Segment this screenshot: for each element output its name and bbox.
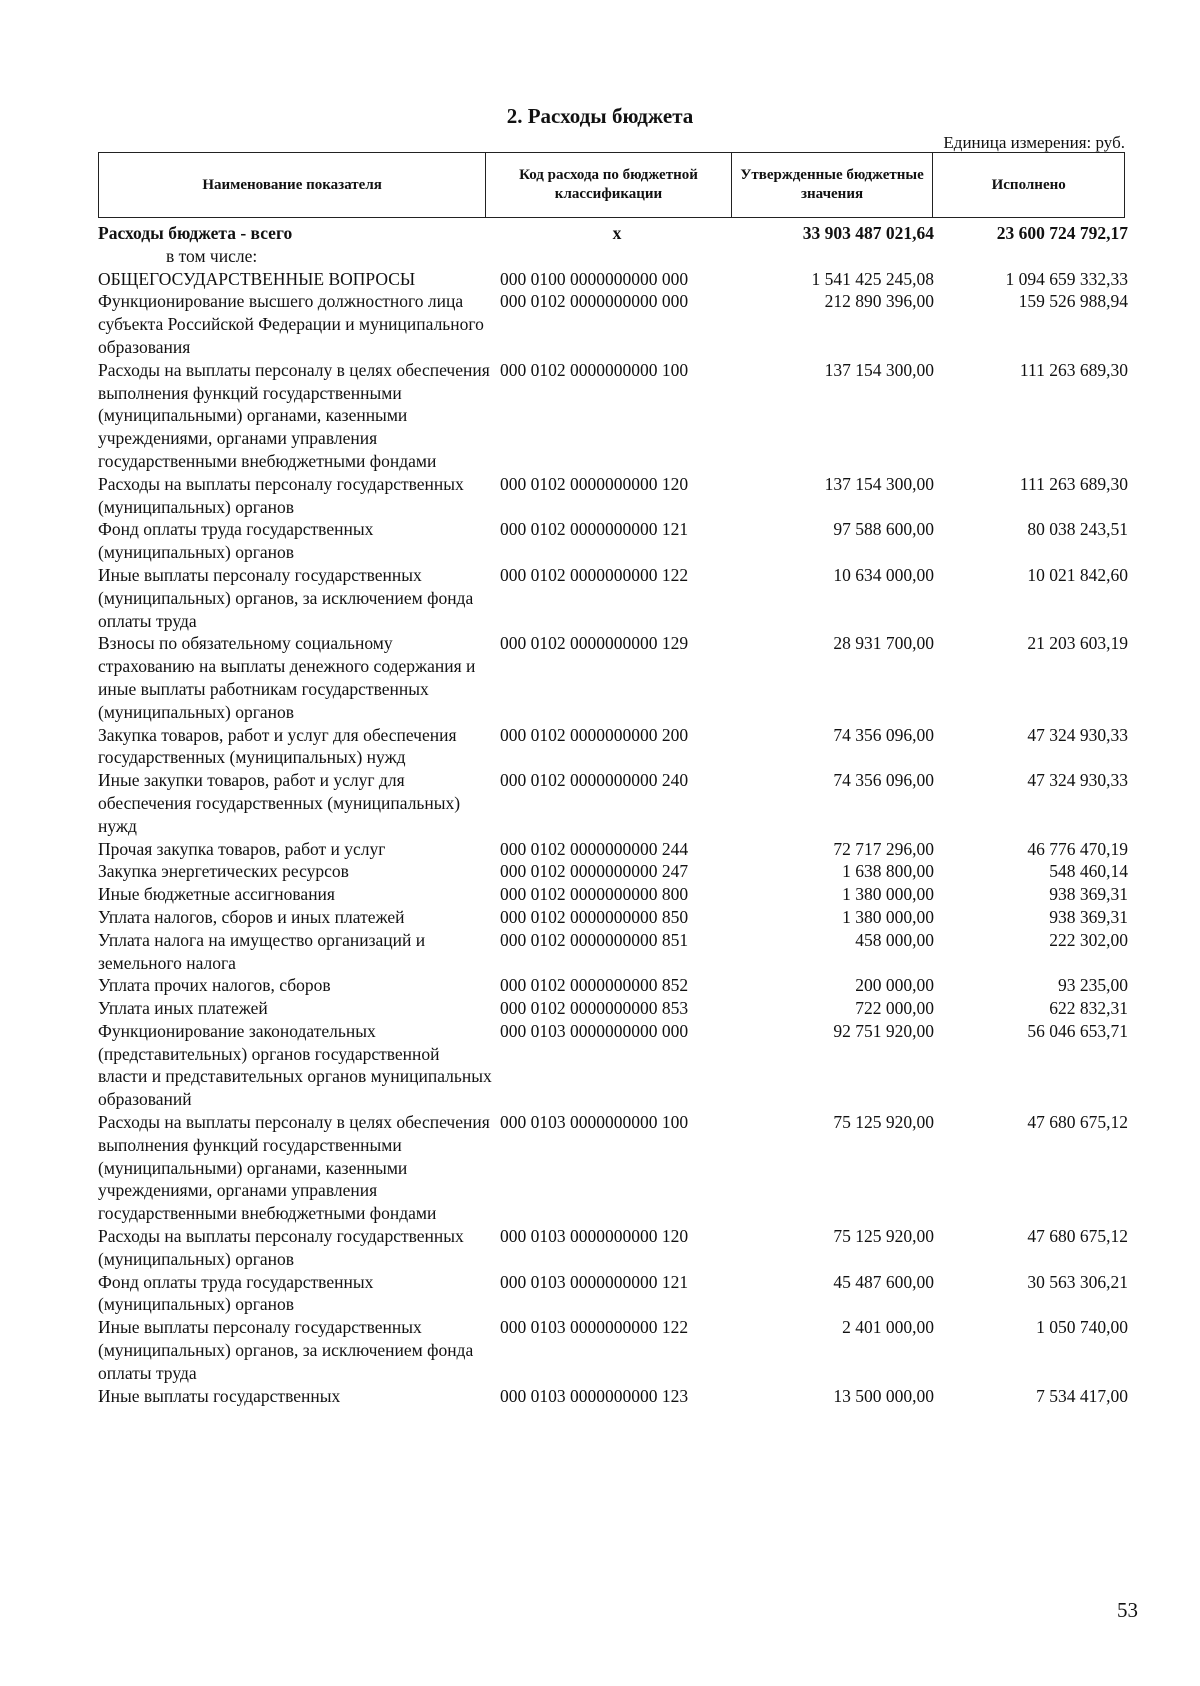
row-approved: 74 356 096,00 <box>833 770 934 791</box>
row-code: 000 0102 0000000000 247 <box>500 861 689 882</box>
row-name: Фонд оплаты труда государственных (муниципальных) органов <box>98 1271 374 1315</box>
row-executed: 7 534 417,00 <box>1036 1385 1128 1406</box>
row-name: Иные бюджетные ассигнования <box>98 884 335 905</box>
row-executed: 1 094 659 332,33 <box>1005 268 1128 289</box>
row-code: 000 0103 0000000000 000 <box>500 1020 689 1041</box>
row-executed: 111 263 689,30 <box>1019 359 1128 380</box>
row-name: Взносы по обязательному социальному страхованию на выплаты денежного содержания и иные выплаты работникам государственных (муниципальных) органов <box>98 633 476 722</box>
row-name: Функционирование высшего должностного лица субъекта Российской Федерации и муниципального образования <box>98 291 484 357</box>
row-executed <box>934 245 1128 268</box>
table-row <box>98 997 1128 1020</box>
row-executed: 56 046 653,71 <box>1027 1020 1128 1041</box>
row-code <box>496 245 734 268</box>
row-code: 000 0102 0000000000 852 <box>500 975 689 996</box>
row-code: 000 0102 0000000000 100 <box>500 359 689 380</box>
row-approved: 212 890 396,00 <box>824 291 934 312</box>
row-executed: 80 038 243,51 <box>1027 519 1128 540</box>
row-approved: 72 717 296,00 <box>833 838 934 859</box>
table-row <box>98 860 1128 883</box>
row-executed: 47 680 675,12 <box>1027 1226 1128 1247</box>
row-approved: 200 000,00 <box>855 975 934 996</box>
row-name: Расходы бюджета - всего <box>98 223 293 243</box>
row-approved: 2 401 000,00 <box>842 1317 934 1338</box>
table-row <box>98 838 1128 861</box>
table-row <box>98 564 1128 632</box>
table-row <box>98 1020 1128 1111</box>
row-name: ОБЩЕГОСУДАРСТВЕННЫЕ ВОПРОСЫ <box>98 268 416 289</box>
row-executed: 47 324 930,33 <box>1027 770 1128 791</box>
row-name: Расходы на выплаты персоналу государственных (муниципальных) органов <box>98 473 464 517</box>
row-executed: 47 324 930,33 <box>1027 724 1128 745</box>
row-name: Расходы на выплаты персоналу в целях обеспечения выполнения функций государственными (муниципальными) органами, казенными учреждениями, органами управления государственными внебюджетными фондами <box>98 359 490 471</box>
row-code: 000 0102 0000000000 800 <box>500 884 689 905</box>
row-name: Расходы на выплаты персоналу государственных (муниципальных) органов <box>98 1226 464 1269</box>
header-name: Наименование показателя <box>99 153 486 217</box>
row-approved: 1 380 000,00 <box>842 906 934 927</box>
row-approved: 97 588 600,00 <box>833 519 934 540</box>
row-executed: 938 369,31 <box>1049 906 1128 927</box>
row-code: 000 0102 0000000000 853 <box>500 998 689 1019</box>
row-name: Функционирование законодательных (представительных) органов государственной власти и представительных органов муниципальных образований <box>98 1020 492 1110</box>
row-code: 000 0102 0000000000 129 <box>500 633 689 654</box>
row-code: 000 0102 0000000000 000 <box>500 291 689 312</box>
row-approved: 33 903 487 021,64 <box>802 223 934 243</box>
row-approved: 74 356 096,00 <box>833 724 934 745</box>
row-approved: 28 931 700,00 <box>833 633 934 654</box>
row-executed: 23 600 724 792,17 <box>996 223 1128 243</box>
row-name: в том числе: <box>166 245 258 266</box>
row-name: Закупка энергетических ресурсов <box>98 861 349 882</box>
row-executed: 938 369,31 <box>1049 884 1128 905</box>
table-row <box>98 1225 1128 1271</box>
row-executed: 47 680 675,12 <box>1027 1112 1128 1133</box>
row-approved: 10 634 000,00 <box>833 564 934 585</box>
table-row <box>98 974 1128 997</box>
table-row <box>98 769 1128 837</box>
table-row <box>98 359 1128 473</box>
row-name: Иные выплаты персоналу государственных (муниципальных) органов, за исключением фонда оплаты труда <box>98 564 474 631</box>
row-executed: 111 263 689,30 <box>1019 473 1128 494</box>
row-executed: 46 776 470,19 <box>1027 838 1128 859</box>
row-approved: 458 000,00 <box>855 929 934 950</box>
row-code: 000 0102 0000000000 121 <box>500 519 689 540</box>
row-name: Уплата налога на имущество организаций и земельного налога <box>98 929 426 973</box>
table-row <box>98 724 1128 770</box>
row-approved: 1 638 800,00 <box>842 861 934 882</box>
header-code: Код расхода по бюджетной классификации <box>486 153 732 217</box>
row-name: Расходы на выплаты персоналу в целях обеспечения выполнения функций государственными (муниципальными) органами, казенными учреждениями, органами управления государственными внебюджетными фондами <box>98 1112 490 1224</box>
row-approved <box>734 245 934 268</box>
table-row <box>98 929 1128 975</box>
row-name: Уплата иных платежей <box>98 998 268 1019</box>
table-row <box>98 245 1128 268</box>
row-code: 000 0103 0000000000 120 <box>500 1226 689 1247</box>
row-name: Уплата прочих налогов, сборов <box>98 975 331 996</box>
table-row <box>98 906 1128 929</box>
row-code: 000 0102 0000000000 851 <box>500 929 689 950</box>
table-row <box>98 473 1128 519</box>
row-name: Иные выплаты персоналу государственных (муниципальных) органов, за исключением фонда оплаты труда <box>98 1317 474 1383</box>
row-executed: 93 235,00 <box>1058 975 1128 996</box>
table-row <box>98 290 1128 358</box>
row-name: Иные закупки товаров, работ и услуг для обеспечения государственных (муниципальных) нужд <box>98 770 461 836</box>
row-executed: 21 203 603,19 <box>1027 633 1128 654</box>
row-approved: 92 751 920,00 <box>833 1020 934 1041</box>
header-executed: Исполнено <box>991 176 1066 193</box>
row-code: 000 0103 0000000000 100 <box>500 1112 689 1133</box>
row-code: x <box>612 223 622 243</box>
row-executed: 10 021 842,60 <box>1027 564 1128 585</box>
row-approved: 137 154 300,00 <box>824 359 934 380</box>
row-name: Иные выплаты государственных <box>98 1385 341 1406</box>
row-code: 000 0102 0000000000 240 <box>500 770 689 791</box>
row-approved: 722 000,00 <box>855 998 934 1019</box>
unit-label: Единица измерения: руб. <box>943 133 1125 152</box>
table-row <box>98 518 1128 564</box>
row-code: 000 0102 0000000000 850 <box>500 906 689 927</box>
row-name: Прочая закупка товаров, работ и услуг <box>98 838 386 859</box>
row-code: 000 0102 0000000000 120 <box>500 473 689 494</box>
row-code: 000 0103 0000000000 122 <box>500 1317 689 1338</box>
row-name: Фонд оплаты труда государственных (муниципальных) органов <box>98 519 374 563</box>
row-code: 000 0103 0000000000 123 <box>500 1385 689 1406</box>
table-row <box>98 1316 1128 1384</box>
row-executed: 1 050 740,00 <box>1036 1317 1128 1338</box>
table-row <box>98 222 1128 245</box>
table-row <box>98 268 1128 291</box>
page-number: 53 <box>1117 1598 1138 1622</box>
row-approved: 75 125 920,00 <box>833 1112 934 1133</box>
row-code: 000 0102 0000000000 122 <box>500 564 689 585</box>
row-approved: 1 380 000,00 <box>842 884 934 905</box>
row-approved: 45 487 600,00 <box>833 1271 934 1292</box>
row-code: 000 0100 0000000000 000 <box>500 268 689 289</box>
row-executed: 30 563 306,21 <box>1027 1271 1128 1292</box>
row-executed: 548 460,14 <box>1049 861 1128 882</box>
table-row <box>98 632 1128 723</box>
row-executed: 622 832,31 <box>1049 998 1128 1019</box>
table-row <box>98 1111 1128 1225</box>
table-row <box>98 1385 1128 1408</box>
row-code: 000 0102 0000000000 244 <box>500 838 689 859</box>
row-code: 000 0103 0000000000 121 <box>500 1271 689 1292</box>
table-row <box>98 1271 1128 1317</box>
table-header <box>98 152 1125 218</box>
row-executed: 159 526 988,94 <box>1018 291 1128 312</box>
row-executed: 222 302,00 <box>1049 929 1128 950</box>
header-approved: Утвержденные бюджетные значения <box>732 153 934 217</box>
row-approved: 75 125 920,00 <box>833 1226 934 1247</box>
row-approved: 1 541 425 245,08 <box>811 268 934 289</box>
table-row <box>98 883 1128 906</box>
page-title: 2. Расходы бюджета <box>506 104 694 128</box>
table-body <box>98 222 1128 1407</box>
row-name: Закупка товаров, работ и услуг для обеспечения государственных (муниципальных) нужд <box>98 724 457 768</box>
row-code: 000 0102 0000000000 200 <box>500 724 689 745</box>
row-name: Уплата налогов, сборов и иных платежей <box>98 906 405 927</box>
row-approved: 137 154 300,00 <box>824 473 934 494</box>
row-approved: 13 500 000,00 <box>833 1385 934 1406</box>
